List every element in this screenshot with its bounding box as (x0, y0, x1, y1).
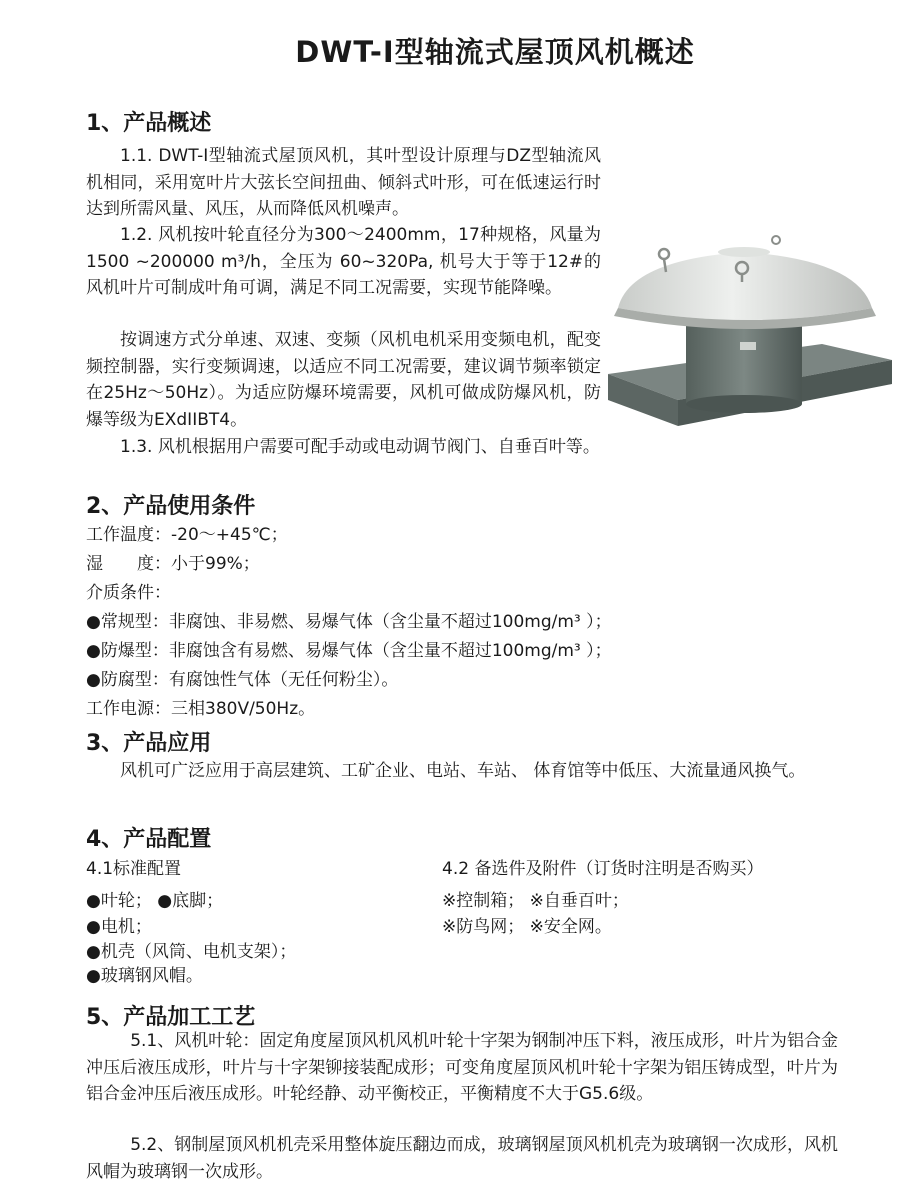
s1-paragraph-4: 1.3. 风机根据用户需要可配手动或电动调节阀门、自垂百叶等。 (120, 437, 600, 457)
s2-line-normal: ●常规型：非腐蚀、非易燃、易爆气体（含尘量不超过100mg/m³ ）； (86, 612, 612, 632)
s2-line-anticorrosion: ●防腐型：有腐蚀性气体（无任何粉尘）。 (86, 670, 399, 690)
s1-paragraph-2: 1.2. 风机按叶轮直径分为300～2400mm，17种规格，风量为1500 ~200000 m³/h，全压为 60~320Pa, 机号大于等于12#的风机叶片可制成叶角可调，满足不同工况需要，实现节能降噪。 (86, 225, 601, 298)
section-4-heading: 4、产品配置 (86, 827, 212, 852)
s1-paragraph-1: 1.1. DWT-I型轴流式屋顶风机，其叶型设计原理与DZ型轴流风机相同，采用宽叶片大弦长空间扭曲、倾斜式叶形，可在低速运行时达到所需风量、风压，从而降低风机噪声。 (86, 146, 601, 219)
standard-config-item: ●叶轮； ●底脚； (86, 891, 224, 911)
s2-line-power: 工作电源：三相380V/50Hz。 (86, 699, 316, 719)
section-2-heading: 2、产品使用条件 (86, 494, 256, 519)
section-1-heading: 1、产品概述 (86, 111, 212, 136)
standard-config-item: ●机壳（风筒、电机支架）； (86, 942, 297, 962)
standard-config-item: ●玻璃钢风帽。 (86, 966, 203, 986)
optional-parts-item: ※防鸟网； ※安全网。 (442, 917, 612, 937)
section-3-heading: 3、产品应用 (86, 731, 212, 756)
standard-config-title: 4.1标准配置 (86, 859, 182, 879)
s1-paragraph-3: 按调速方式分单速、双速、变频（风机电机采用变频电机，配变频控制器，实行变频调速，以适应不同工况需要，建议调节频率锁定在25Hz～50Hz）。为适应防爆环境需要，风机可做成防爆风机，防爆等级为EXdIIBT4。 (86, 330, 601, 430)
s2-line-medium: 介质条件： (86, 583, 171, 603)
s5-paragraph-2: 5.2、钢制屋顶风机机壳采用整体旋压翻边而成，玻璃钢屋顶风机机壳为玻璃钢一次成形，风机风帽为玻璃钢一次成形。 (86, 1135, 838, 1182)
section-5-heading: 5、产品加工工艺 (86, 1005, 256, 1030)
s2-line-temperature: 工作温度：-20～+45℃； (86, 525, 288, 545)
standard-config-item: ●电机； (86, 917, 152, 937)
page-title: DWT-I型轴流式屋顶风机概述 (295, 35, 695, 69)
s5-paragraph-1: 5.1、风机叶轮：固定角度屋顶风机风机叶轮十字架为钢制冲压下料，液压成形，叶片为铝合金冲压后液压成形，叶片与十字架铆接装配成形；可变角度屋顶风机叶轮十字架为铝压铸成型，叶片为铝合金冲压后液压成形。叶轮经静、动平衡校正，平衡精度不大于G5.6级。 (86, 1031, 838, 1104)
s3-paragraph: 风机可广泛应用于高层建筑、工矿企业、电站、车站、 体育馆等中低压、大流量通风换气。 (120, 761, 806, 781)
optional-parts-title: 4.2 备选件及附件（订货时注明是否购买） (442, 859, 764, 879)
optional-parts-item: ※控制箱； ※自垂百叶； (442, 891, 629, 911)
s2-line-explosion-proof: ●防爆型：非腐蚀含有易燃、易爆气体（含尘量不超过100mg/m³ ）； (86, 641, 612, 661)
s2-line-humidity: 湿 度：小于99%； (86, 554, 260, 574)
roof-fan-image (600, 232, 900, 432)
